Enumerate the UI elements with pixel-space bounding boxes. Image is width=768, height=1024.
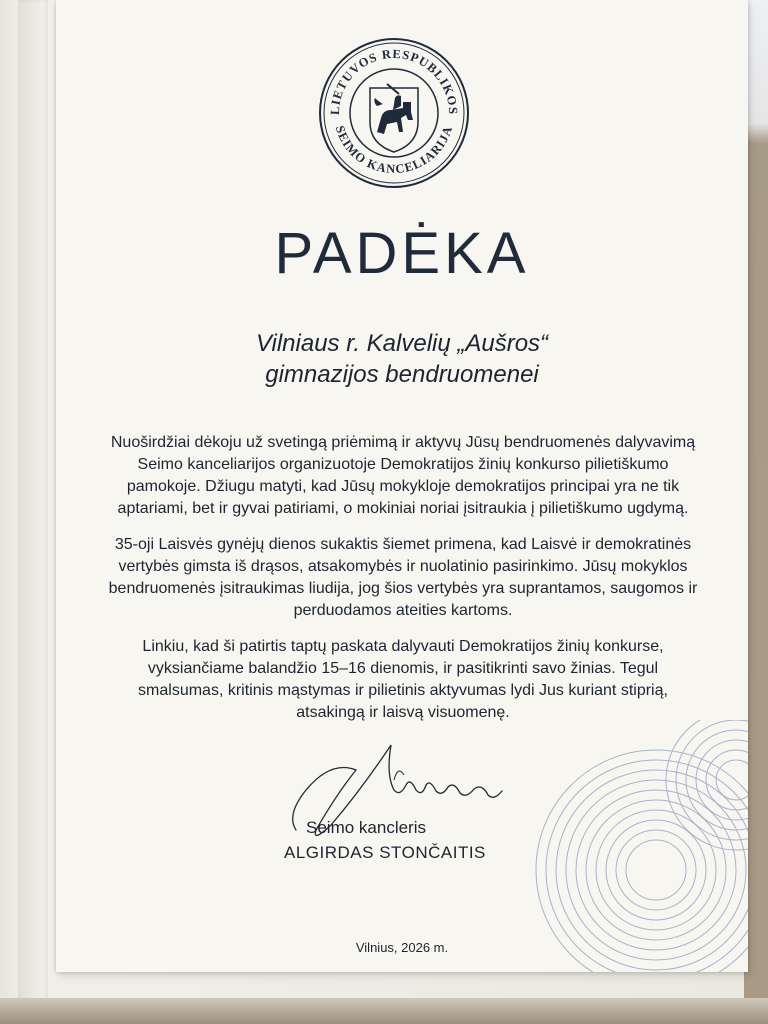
signatory-name: ALGIRDAS STONČAITIS <box>284 843 486 862</box>
certificate-paper <box>56 0 748 972</box>
page-title: PADĖKA <box>274 221 530 286</box>
folder-edge <box>18 0 48 1000</box>
seal-emblem-icon <box>317 36 471 190</box>
desk-bottom-edge <box>0 998 768 1024</box>
recipient <box>56 328 748 390</box>
seal-top-text: LIETUVOS RESPUBLIKOS <box>327 46 461 116</box>
letter-body <box>108 432 698 738</box>
paragraph-2: 35-oji Laisvės gynėjų dienos sukaktis šiemet primena, kad Laisvė ir demokratinės vertybės gimsta iš drąsos, atsakomybės ir nuolatinio pasirinkimo. Jūsų mokyklos bendruomenės įsitraukimas liudija, jog šios vertybės yra suprantamos, saugomos ir perduodamos ateities kartoms. <box>108 536 698 619</box>
recipient-line-1: Vilniaus r. Kalvelių „Aušros“ <box>255 330 549 357</box>
paragraph-3: Linkiu, kad ši patirtis taptų paskata dalyvauti Demokratijos žinių konkurse, vyksiančiame balandžio 15–16 dienomis, ir pasitikrinti savo žinias. Tegul smalsumas, kritinis mąstymas ir pilietinis aktyvumas lydi Jus kuriant stiprią, atsakingą ir laisvą visuomenę. <box>138 638 668 721</box>
seal-bottom-text: SEIMO KANCELIARIJA <box>332 123 456 177</box>
paragraph-1: Nuoširdžiai dėkoju už svetingą priėmimą ir aktyvų Jūsų bendruomenės dalyvavimą Seimo kanceliarijos organizuotoje Demokratijos žinių konkurso pilietiškumo pamokoje. Džiugu matyti, kad Jūsų mokykloje demokratijos principai yra ne tik aptariami, bet ir gyvai patiriami, o mokiniai noriai įsitraukia į pilietiškumo ugdymą. <box>110 434 696 517</box>
recipient-line-2: gimnazijos bendruomenei <box>265 361 539 388</box>
decorative-waves-icon <box>506 720 748 972</box>
place-date: Vilnius, 2026 m. <box>355 940 449 955</box>
signatory-role: Seimo kancleris <box>306 818 426 837</box>
